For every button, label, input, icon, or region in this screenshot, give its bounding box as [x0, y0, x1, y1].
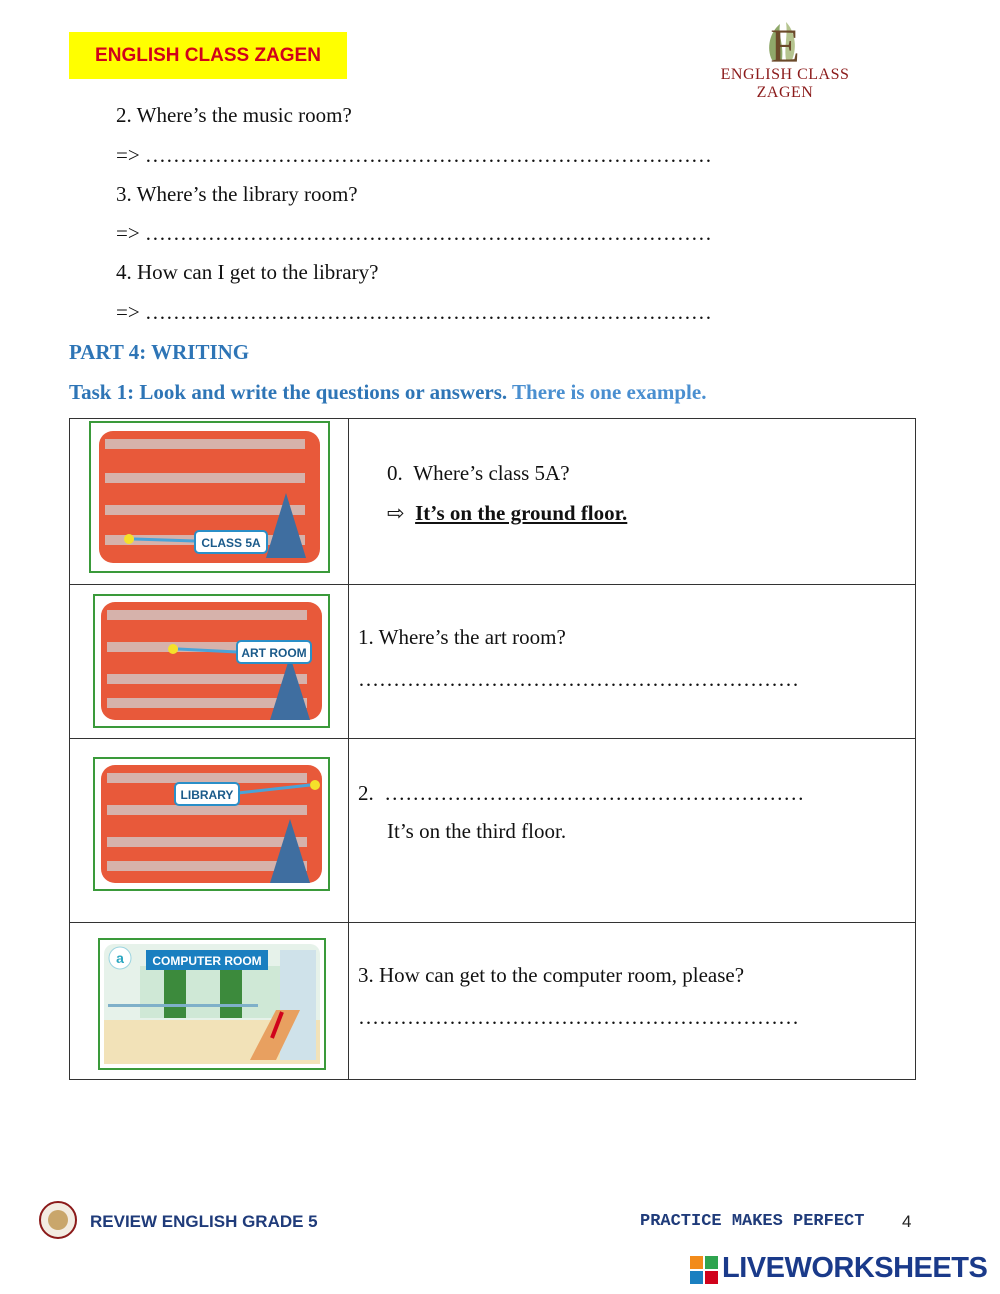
logo — [700, 10, 870, 101]
example-answer-text: It’s on the ground floor. — [415, 501, 628, 525]
example-number: 0. — [387, 461, 403, 485]
image-cell — [70, 419, 349, 585]
answer-line[interactable]: ……………………………………………………… — [358, 667, 799, 691]
logo-emblem-icon — [700, 10, 870, 70]
answer-line[interactable]: ……………………………………………………… — [358, 1005, 799, 1029]
text-cell — [349, 923, 916, 1080]
building-icon — [95, 759, 328, 889]
liveworksheets-brand[interactable] — [690, 1250, 990, 1290]
question-2: 2. Where’s the music room? — [116, 103, 352, 127]
task-instruction — [69, 380, 706, 405]
liveworksheets-icon — [690, 1256, 720, 1286]
building-picture — [89, 421, 330, 573]
computer-room-icon — [100, 940, 324, 1068]
answer-line-3[interactable]: => ……………………………………………………………………… — [116, 221, 712, 245]
image-cell — [70, 585, 349, 739]
footer-title: REVIEW ENGLISH GRADE 5 — [90, 1212, 318, 1231]
liveworksheets-text: LIVEWORKSHEETS — [722, 1252, 988, 1284]
table-row — [70, 585, 916, 739]
question-text: 3. How can get to the computer room, please? — [358, 963, 745, 987]
question-dots: …………………………………………………… — [384, 781, 805, 805]
picture-badge: a — [116, 950, 124, 966]
question-text: 1. Where’s the art room? — [358, 625, 566, 649]
text-cell — [349, 585, 916, 739]
header-badge: ENGLISH CLASS ZAGEN — [69, 32, 347, 79]
footer-logo-icon — [38, 1200, 78, 1240]
text-cell — [349, 419, 916, 585]
answer-line-2[interactable]: => ……………………………………………………………………… — [116, 143, 712, 167]
footer-slogan: PRACTICE MAKES PERFECT — [640, 1212, 865, 1231]
answer-line-4[interactable]: => ……………………………………………………………………… — [116, 300, 712, 324]
building-picture — [93, 594, 330, 728]
exercise-table — [69, 418, 916, 1080]
example-question-text: Where’s class 5A? — [413, 461, 570, 485]
task-light: There is one example. — [507, 380, 707, 404]
question-line[interactable] — [358, 781, 804, 806]
logo-text: ENGLISH CLASS ZAGEN — [720, 66, 850, 101]
text-cell — [349, 739, 916, 923]
image-cell — [70, 923, 349, 1080]
question-3: 3. Where’s the library room? — [116, 182, 358, 206]
task-bold: Task 1: Look and write the questions or answers. — [69, 380, 508, 404]
room-label: ART ROOM — [241, 646, 307, 660]
question-number: 2. — [358, 781, 374, 805]
page-number: 4 — [902, 1212, 912, 1231]
table-row — [70, 739, 916, 923]
room-label: LIBRARY — [180, 788, 234, 802]
room-label: CLASS 5A — [201, 536, 261, 550]
building-icon — [95, 596, 328, 726]
logo-letter: E — [770, 20, 800, 70]
table-row — [70, 419, 916, 585]
computer-room-picture — [98, 938, 326, 1070]
arrow-icon: ⇨ — [387, 501, 405, 525]
image-cell — [70, 739, 349, 923]
example-answer — [387, 501, 627, 526]
example-question — [387, 461, 570, 486]
building-icon — [91, 423, 328, 571]
question-4: 4. How can I get to the library? — [116, 260, 379, 284]
given-answer: It’s on the third floor. — [387, 819, 567, 843]
building-picture — [93, 757, 330, 891]
table-row — [70, 923, 916, 1080]
room-label: COMPUTER ROOM — [152, 954, 262, 968]
part-title: PART 4: WRITING — [69, 340, 250, 364]
